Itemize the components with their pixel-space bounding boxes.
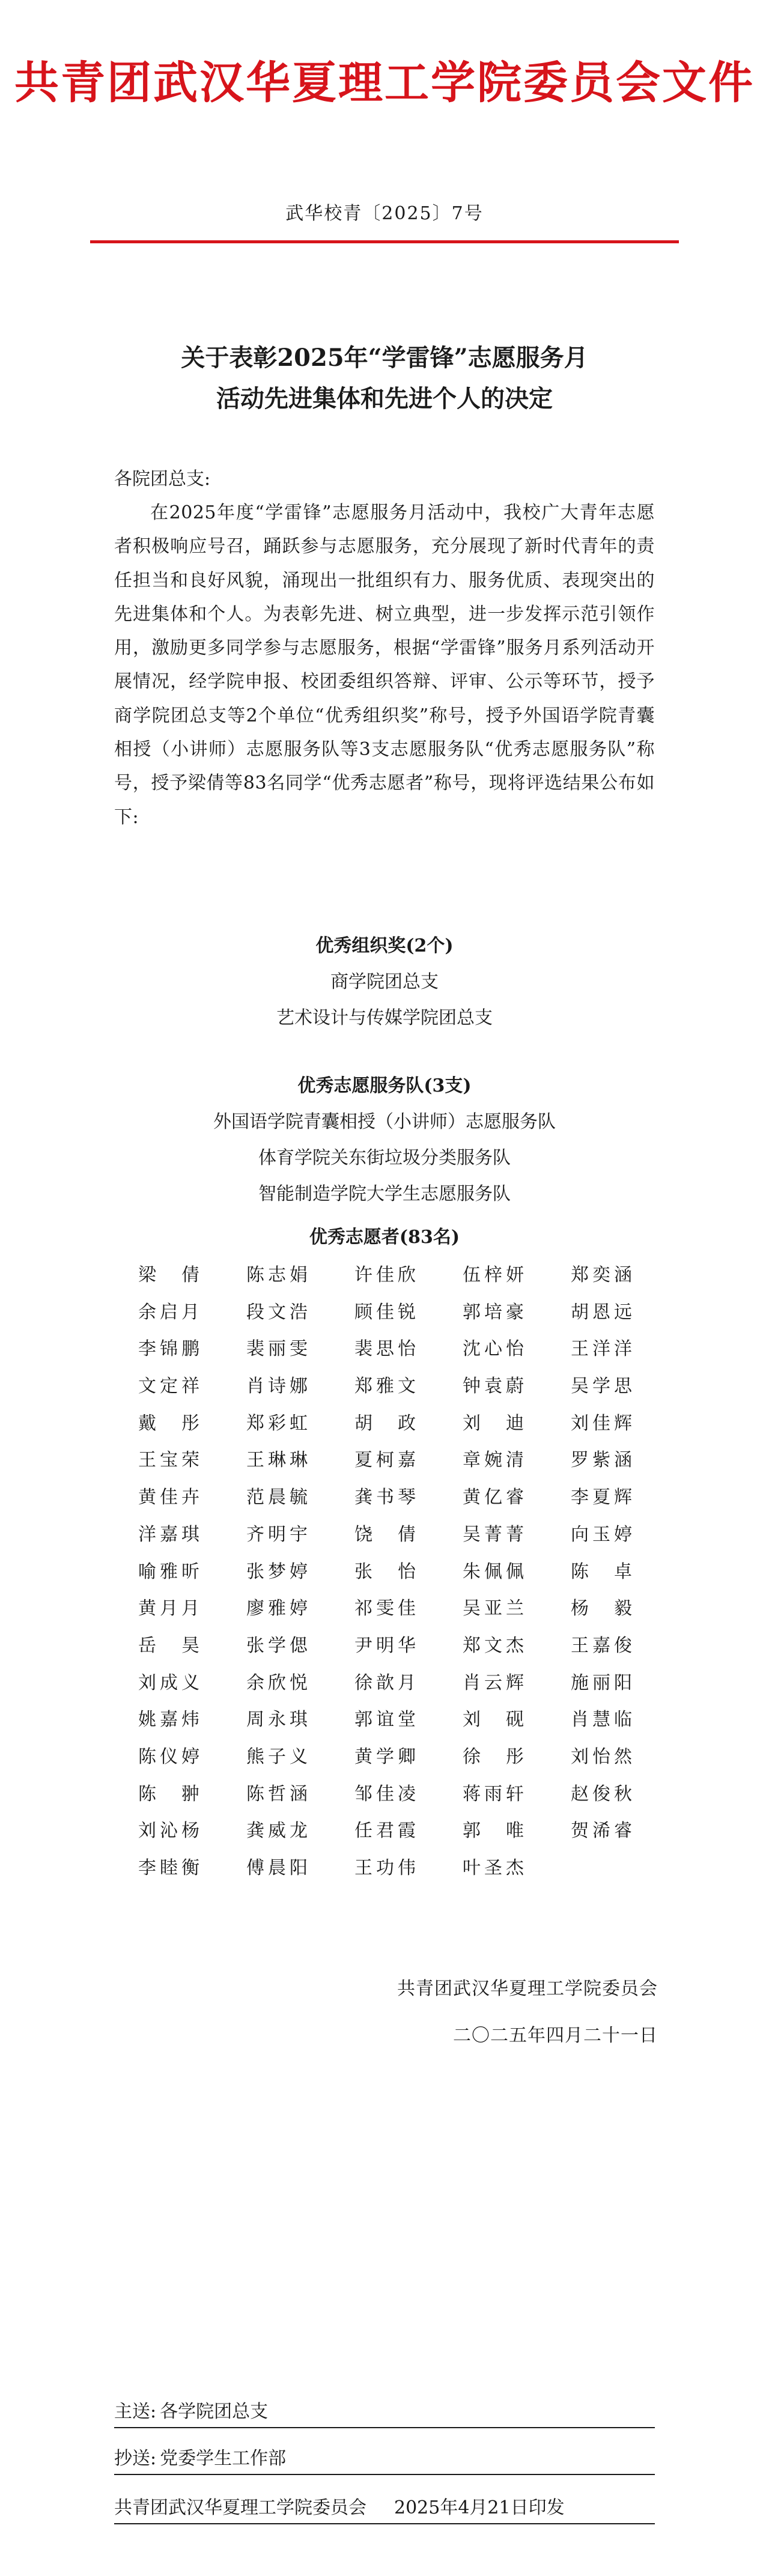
footer-send-to-row [114,2397,655,2428]
volunteer-name: 陈志娟 [246,1265,308,1286]
volunteer-name: 罗紫涵 [571,1450,632,1471]
volunteer-name: 黄佳卉 [138,1487,199,1508]
document-title-line-2: 活动先进集体和先进个人的决定 [216,384,553,413]
volunteer-name: 邹佳凌 [354,1783,416,1805]
volunteer-name: 黄亿睿 [463,1487,524,1508]
volunteer-name: 王功伟 [354,1858,416,1879]
volunteer-name: 吴菁菁 [463,1523,524,1545]
volunteer-name: 戴彤 [138,1412,199,1434]
volunteer-name: 肖慧临 [571,1709,632,1731]
volunteer-name: 陈翀 [138,1783,199,1805]
volunteer-name: 梁倩 [138,1265,199,1286]
volunteer-name: 肖云辉 [463,1672,524,1694]
footer-issuer: 共青团武汉华夏理工学院委员会 [114,2497,366,2518]
volunteer-name: 范晨毓 [246,1487,308,1508]
volunteer-award-section [0,1220,769,1256]
volunteer-name: 张梦婷 [246,1561,308,1582]
volunteer-name: 饶倩 [354,1523,416,1545]
volunteer-name: 李睦衡 [138,1858,199,1879]
volunteer-name: 许佳欣 [354,1265,416,1286]
volunteer-name: 王琳琳 [246,1450,308,1471]
volunteer-name: 陈哲涵 [246,1783,308,1805]
volunteer-name: 胡政 [354,1412,416,1434]
volunteer-name: 刘砚 [463,1709,524,1731]
volunteer-name: 洋嘉琪 [138,1523,199,1545]
volunteer-name: 郑文杰 [463,1635,524,1656]
volunteer-name: 喻雅昕 [138,1561,199,1582]
footer-cc-row [114,2444,655,2475]
volunteer-name: 余启月 [138,1301,199,1323]
volunteer-name: 王嘉俊 [571,1635,632,1656]
footer-cc-value: 党委学生工作部 [160,2448,287,2469]
footer-cc-label: 抄送: [114,2448,157,2469]
volunteer-name: 郑彩虹 [246,1412,308,1434]
footer-send-to-value: 各学院团总支 [160,2401,269,2422]
volunteer-name: 齐明宇 [246,1523,308,1545]
volunteer-name: 姚嘉炜 [138,1709,199,1731]
volunteer-name: 郑雅文 [354,1376,416,1397]
volunteer-name: 李夏辉 [571,1487,632,1508]
volunteer-name: 裴丽雯 [246,1338,308,1360]
volunteer-name: 肖诗娜 [246,1376,308,1397]
team-award-item: 外国语学院青囊相授（小讲师）志愿服务队 [213,1111,556,1132]
volunteer-name: 伍梓妍 [463,1265,524,1286]
volunteer-name: 刘迪 [463,1412,524,1434]
volunteer-name: 王宝荣 [138,1450,199,1471]
volunteer-name: 吴学思 [571,1376,632,1397]
volunteer-name: 向玉婷 [571,1523,632,1545]
volunteer-name: 陈卓 [571,1561,632,1582]
organization-award-section [0,928,769,1036]
volunteer-name: 余欣悦 [246,1672,308,1694]
volunteer-name: 徐歆月 [354,1672,416,1694]
organization-award-item: 艺术设计与传媒学院团总支 [276,1007,493,1028]
volunteer-name: 祁雯佳 [354,1598,416,1620]
volunteer-name: 任君霞 [354,1820,416,1842]
signature-date: 二〇二五年四月二十一日 [453,2025,658,2046]
volunteer-name: 龚威龙 [246,1820,308,1842]
signature-organization: 共青团武汉华夏理工学院委员会 [397,1978,658,1999]
volunteer-name: 郭唯 [463,1820,524,1842]
volunteer-name: 黄学卿 [354,1746,416,1767]
volunteer-name-grid [138,1257,679,1887]
volunteer-name: 郭谊堂 [354,1709,416,1731]
volunteer-name: 张怡 [354,1561,416,1582]
volunteer-name: 王洋洋 [571,1338,632,1360]
volunteer-name: 刘成义 [138,1672,199,1694]
volunteer-name: 廖雅婷 [246,1598,308,1620]
volunteer-name: 文定祥 [138,1376,199,1397]
volunteer-name: 钟袁蔚 [463,1376,524,1397]
volunteer-name: 龚书琴 [354,1487,416,1508]
volunteer-name: 尹明华 [354,1635,416,1656]
volunteer-name: 胡恩远 [571,1301,632,1323]
volunteer-name: 张学偲 [246,1635,308,1656]
body-paragraph: 在2025年度“学雷锋”志愿服务月活动中，我校广大青年志愿者积极响应号召，踊跃参与志愿服务，充分展现了新时代青年的责任担当和良好风貌，涌现出一批组织有力、服务优质、表现突出的先进集体和个人。为表彰先进、树立典型，进一步发挥示范引领作用，激励更多同学参与志愿服务，根据“学雷锋”服务月系列活动开展情况，经学院申报、校团委组织答辩、评审、公示等环节，授予商学院团总支等2个单位“优秀组织奖”称号，授予外国语学院青囊相授（小讲师）志愿服务队等3支志愿服务队“优秀志愿服务队”称号，授予梁倩等83名同学“优秀志愿者”称号，现将评选结果公布如下: [114,502,655,828]
document-header-title: 共青团武汉华夏理工学院委员会文件 [14,57,755,109]
footer-issue-date: 2025年4月21日印发 [394,2497,565,2518]
volunteer-name: 熊子义 [246,1746,308,1767]
volunteer-name: 黄月月 [138,1598,199,1620]
volunteer-name: 沈心怡 [463,1338,524,1360]
volunteer-name: 赵俊秋 [571,1783,632,1805]
volunteer-award-heading: 优秀志愿者(83名) [309,1227,460,1248]
volunteer-name: 章婉清 [463,1450,524,1471]
volunteer-name: 裴思怡 [354,1338,416,1360]
volunteer-name: 顾佳锐 [354,1301,416,1323]
team-award-item: 智能制造学院大学生志愿服务队 [258,1183,511,1204]
team-award-section [0,1068,769,1212]
volunteer-name: 刘怡然 [571,1746,632,1767]
organization-award-item: 商学院团总支 [330,971,439,992]
salutation: 各院团总支: [114,469,211,490]
volunteer-name: 刘佳辉 [571,1412,632,1434]
volunteer-name: 周永琪 [246,1709,308,1731]
volunteer-name: 夏柯嘉 [354,1450,416,1471]
team-award-item: 体育学院关东街垃圾分类服务队 [258,1147,511,1168]
volunteer-name: 郭培豪 [463,1301,524,1323]
volunteer-name: 贺浠睿 [571,1820,632,1842]
volunteer-name: 蒋雨轩 [463,1783,524,1805]
team-award-heading: 优秀志愿服务队(3支) [297,1075,472,1096]
volunteer-name: 叶圣杰 [463,1858,524,1879]
footer-issuer-row [114,2493,655,2524]
volunteer-name: 陈仪婷 [138,1746,199,1767]
volunteer-name: 朱佩佩 [463,1561,524,1582]
volunteer-name: 杨毅 [571,1598,632,1620]
document-title [0,338,769,419]
volunteer-name: 徐彤 [463,1746,524,1767]
volunteer-name: 郑奕涵 [571,1265,632,1286]
volunteer-name: 傅晨阳 [246,1858,308,1879]
volunteer-name: 吴亚兰 [463,1598,524,1620]
header-red-divider [90,240,679,243]
volunteer-name: 施丽阳 [571,1672,632,1694]
volunteer-name: 李锦鹏 [138,1338,199,1360]
document-title-line-1: 关于表彰2025年“学雷锋”志愿服务月 [181,344,588,372]
organization-award-heading: 优秀组织奖(2个) [315,935,454,956]
volunteer-name: 刘沁杨 [138,1820,199,1842]
signature-block [397,1966,658,2059]
volunteer-name: 段文浩 [246,1301,308,1323]
footer-send-to-label: 主送: [114,2401,157,2422]
volunteer-name: 岳昊 [138,1635,199,1656]
document-number: 武华校青〔2025〕7号 [285,203,484,224]
